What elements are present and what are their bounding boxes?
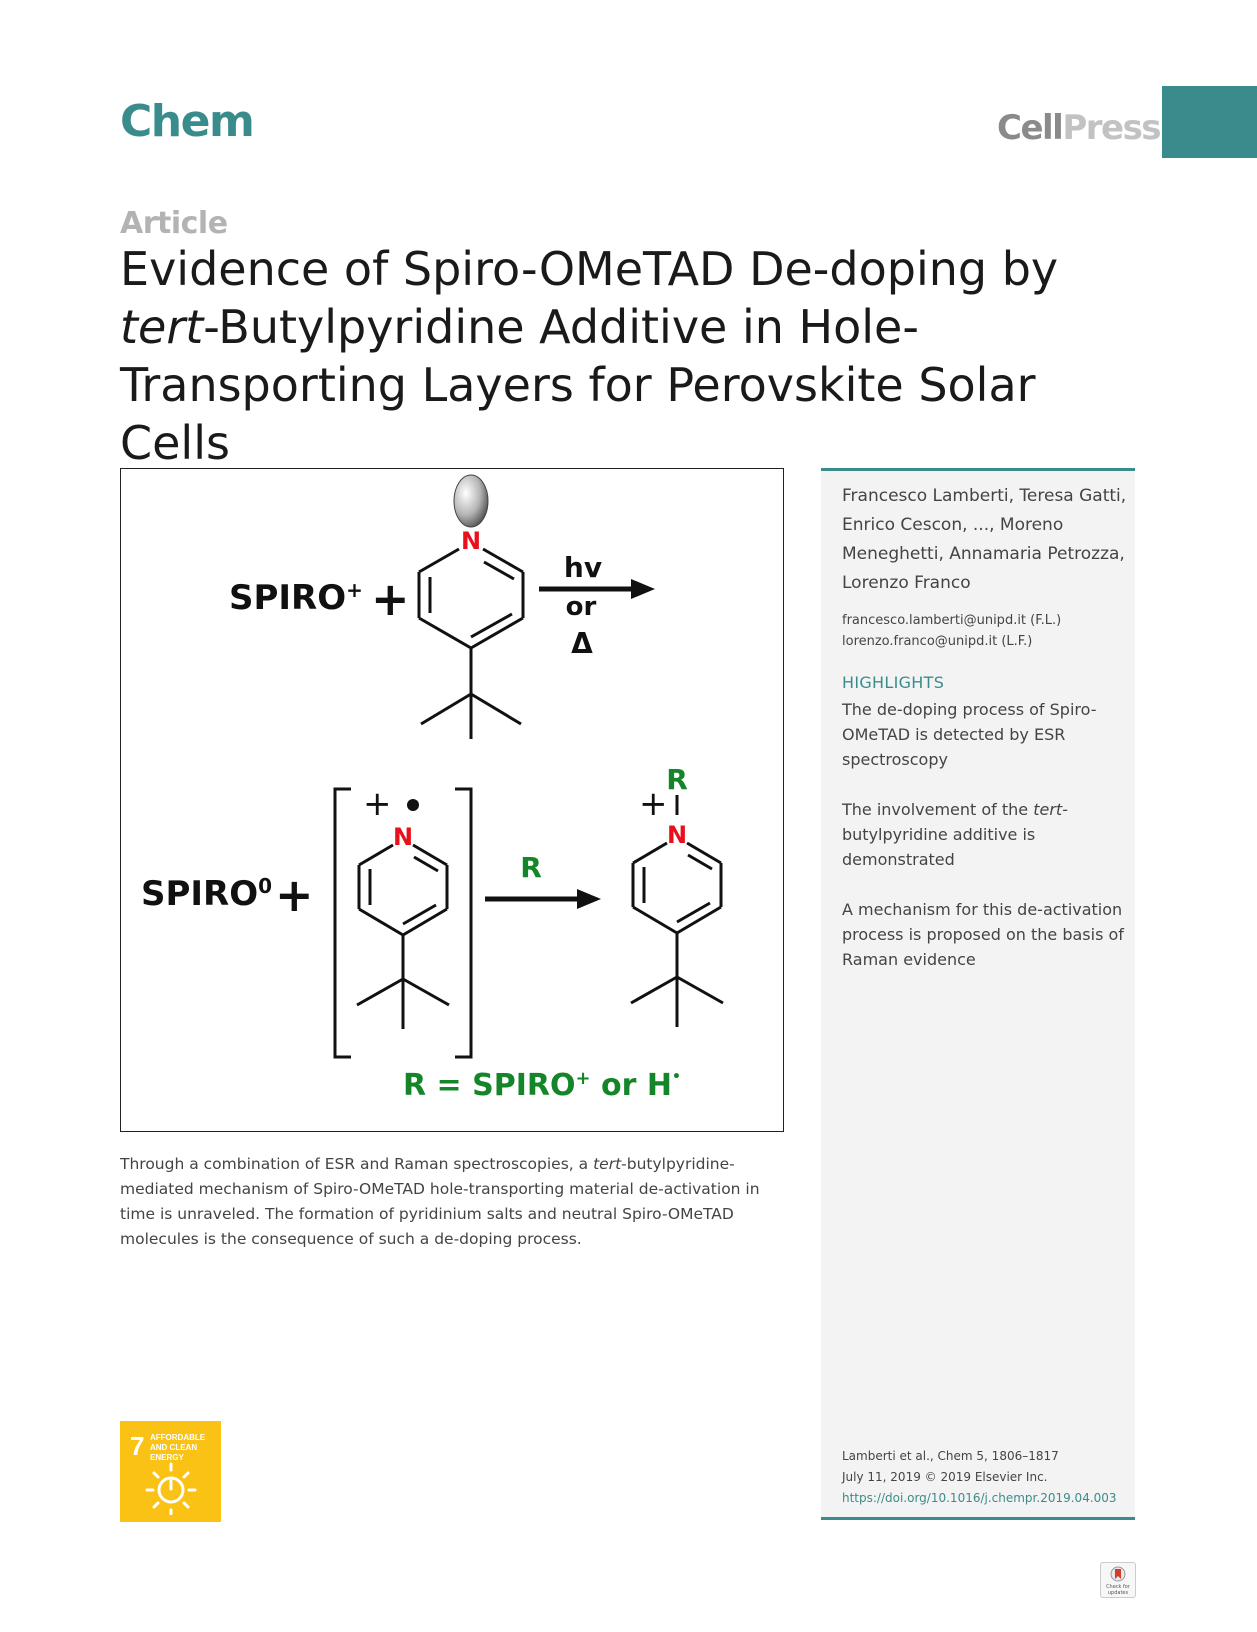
pyridinium-ring-radical xyxy=(357,845,449,1029)
author-list: Francesco Lamberti, Teresa Gatti, Enrico Cescon, ..., Moreno Meneghetti, Annamaria Petrozza, Lorenzo Franco xyxy=(842,486,1127,593)
lone-pair-orbital-icon xyxy=(454,475,488,527)
article-title xyxy=(120,240,1160,472)
cation-plus-product: + xyxy=(639,784,668,824)
product-r-label: R xyxy=(666,763,688,796)
graphical-abstract xyxy=(120,468,784,1132)
check-for-updates-badge[interactable] xyxy=(1100,1562,1136,1598)
contact-emails xyxy=(842,610,1132,652)
cation-plus-radical: + xyxy=(363,784,392,824)
bracket-right xyxy=(455,789,471,1057)
caption-italic-tert: tert xyxy=(593,1155,622,1173)
badge-label: Check for updates xyxy=(1106,1584,1130,1596)
publisher-logo-part2: Press xyxy=(1062,108,1161,148)
nitrogen-atom-product: N xyxy=(666,821,688,849)
publication-date: July 11, 2019 © 2019 Elsevier Inc. xyxy=(842,1470,1048,1484)
title-line-1: Evidence of Spiro-OMeTAD De-doping by xyxy=(120,242,1059,296)
sun-power-icon xyxy=(144,1461,198,1515)
reaction-scheme xyxy=(121,469,783,1131)
sdg-number: 7 xyxy=(130,1431,145,1461)
arrow-bottom xyxy=(485,889,601,909)
delta-label: Δ xyxy=(571,627,593,660)
nitrogen-atom-radical: N xyxy=(392,823,414,851)
highlight-3: A mechanism for this de-activation process is proposed on the basis of Raman evidence xyxy=(842,900,1124,969)
doi-link[interactable]: https://doi.org/10.1016/j.chempr.2019.04.003 xyxy=(842,1491,1117,1505)
highlights-heading: HIGHLIGHTS xyxy=(842,673,945,692)
citation: Lamberti et al., Chem 5, 1806–1817 xyxy=(842,1449,1059,1463)
spiro-zero-label: SPIRO$^0$ xyxy=(141,874,273,914)
radical-dot-icon xyxy=(407,799,419,811)
spiro-plus-label: SPIRO+ xyxy=(229,578,363,618)
corner-color-block xyxy=(1162,86,1257,158)
plus-sign-bottom: + xyxy=(275,868,314,922)
r-reagent-label: R xyxy=(520,851,542,884)
publisher-logo xyxy=(997,108,1160,148)
title-line-2: -Butylpyridine Additive in Hole- xyxy=(203,300,919,354)
article-type: Article xyxy=(120,206,228,241)
sdg-label: AFFORDABLE AND CLEAN ENERGY xyxy=(150,1433,206,1462)
bookmark-icon xyxy=(1110,1566,1126,1584)
journal-logo: Chem xyxy=(120,96,254,147)
highlight-1: The de-doping process of Spiro-OMeTAD is detected by ESR spectroscopy xyxy=(842,700,1097,769)
pyridine-ring-top xyxy=(419,549,523,739)
nitrogen-atom-top: N xyxy=(460,527,482,555)
highlight-2: The involvement of the tert-butylpyridine additive is demonstrated xyxy=(842,800,1068,869)
highlight-italic-tert: tert xyxy=(1033,800,1063,819)
plus-sign-top: + xyxy=(371,572,410,626)
sdg-badge xyxy=(120,1421,221,1522)
title-line-3: Transporting Layers for Perovskite Solar Cells xyxy=(120,358,1036,470)
citation-block xyxy=(842,1446,1132,1509)
email-link-1[interactable]: francesco.lamberti@unipd.it (F.L.) xyxy=(842,613,1062,628)
email-link-2[interactable]: lorenzo.franco@unipd.it (L.F.) xyxy=(842,634,1033,649)
figure-caption: Through a combination of ESR and Raman spectroscopies, a tert-butylpyridine-mediated mechanism of Spiro-OMeTAD hole-transporting material de-activation in time is unraveled. The formation of pyridinium salts and neutral Spiro-OMeTAD molecules is the consequence of such a de-doping process. xyxy=(120,1155,760,1248)
bracket-left xyxy=(335,789,351,1057)
hv-label: hv xyxy=(563,551,603,584)
title-italic-tert: tert xyxy=(120,300,204,354)
or-label: or xyxy=(565,592,597,622)
publisher-logo-part1: Cell xyxy=(997,108,1063,148)
r-definition: R = SPIRO+ or H• xyxy=(403,1068,681,1103)
pyridinium-ring-product xyxy=(631,843,723,1027)
